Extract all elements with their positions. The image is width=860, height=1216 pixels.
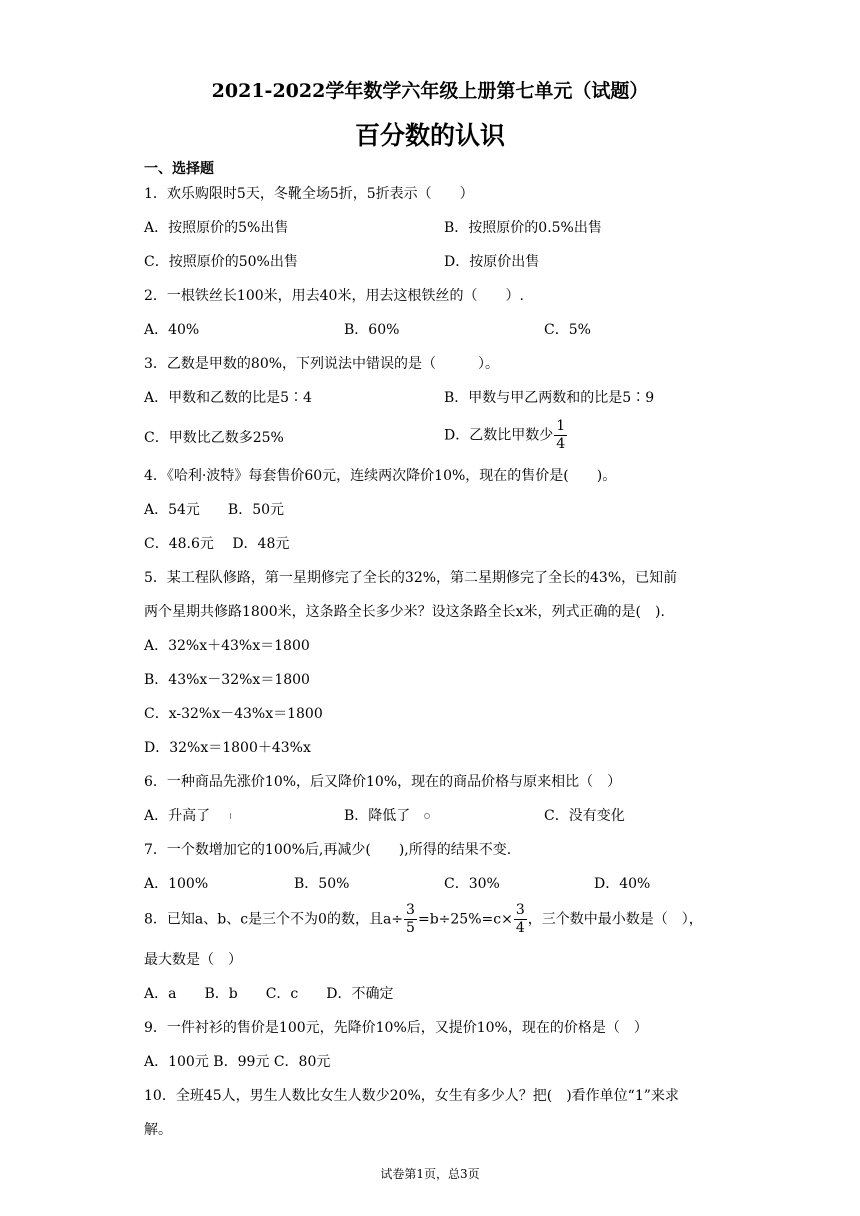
question-3-stem: 3．乙数是甲数的80%，下列说法中错误的是（ ）。	[144, 356, 500, 372]
question-6-option-b-text: B．降低了	[344, 808, 411, 824]
question-5-option-d: D．32%x＝1800＋43%x	[144, 740, 311, 756]
question-5-option-c: C．x-32%x－43%x＝1800	[144, 706, 323, 722]
question-5-option-a: A．32%x＋43%x＝1800	[144, 638, 310, 654]
question-8-stem	[144, 902, 703, 937]
question-7-stem: 7．一个数增加它的100%后,再减少( ),所得的结果不变.	[144, 842, 512, 858]
question-9-stem: 9．一件衬衫的售价是100元，先降价10%后，又提价10%，现在的价格是（ ）	[144, 1020, 648, 1036]
question-3-option-d	[444, 418, 568, 453]
question-3-option-b: B．甲数与甲乙两数和的比是5∶9	[444, 390, 655, 406]
question-7-option-d: D．40%	[594, 876, 651, 892]
section-heading: 一、选择题	[144, 161, 214, 177]
question-10-stem-line-2: 解。	[144, 1122, 172, 1138]
fraction-denominator: 4	[556, 436, 566, 452]
fraction	[514, 902, 527, 937]
question-3-option-d-text: D．乙数比甲数少	[444, 427, 554, 444]
question-7-option-c: C．30%	[444, 876, 500, 892]
question-8-text-3: ，三个数中最小数是（ ），	[527, 911, 703, 928]
stray-mark	[424, 813, 430, 819]
question-4-options-row-2: C．48.6元 D．48元	[144, 536, 290, 552]
question-2-stem: 2．一根铁丝长100米，用去40米，用去这根铁丝的（ ）.	[144, 288, 524, 304]
fraction-denominator: 4	[515, 920, 525, 936]
question-4-options-row-1: A．54元 B．50元	[144, 502, 285, 518]
question-1-stem: 1．欢乐购限时5天，冬靴全场5折，5折表示（ ）	[144, 186, 474, 202]
fraction	[404, 902, 417, 937]
question-3-option-a: A．甲数和乙数的比是5∶4	[144, 390, 312, 406]
document-title: 2021-2022学年数学六年级上册第七单元（试题）	[211, 80, 649, 102]
question-8-text-1: 8．已知a、b、c是三个不为0的数，且a÷	[144, 911, 404, 928]
question-4-stem: 4．《哈利·波特》每套售价60元，连续两次降价10%，现在的售价是( )。	[144, 468, 617, 484]
fraction-numerator: 1	[556, 418, 566, 434]
question-2-option-c: C．5%	[544, 322, 591, 338]
question-1-option-a: A．按照原价的5%出售	[144, 220, 289, 236]
question-1-option-b: B．按照原价的0.5%出售	[444, 220, 602, 236]
question-7-option-b: B．50%	[294, 876, 350, 892]
stray-mark	[230, 813, 234, 819]
question-2-option-b: B．60%	[344, 322, 400, 338]
question-3-option-c: C．甲数比乙数多25%	[144, 430, 284, 446]
fraction-denominator: 5	[406, 920, 415, 936]
question-5-stem-line-2: 两个星期共修路1800米，这条路全长多少米？设这条路全长x米，列式正确的是( ).	[144, 604, 665, 620]
question-8-options: A．a B．b C．c D．不确定	[144, 986, 394, 1002]
fraction-numerator: 3	[515, 902, 525, 918]
question-2-option-a: A．40%	[144, 322, 200, 338]
question-6-option-b	[344, 806, 430, 826]
question-1-option-d: D．按原价出售	[444, 254, 540, 270]
question-10-stem-line-1: 10．全班45人，男生人数比女生人数少20%，女生有多少人？把( )看作单位“1”来求	[144, 1088, 679, 1104]
question-1-option-c: C．按照原价的50%出售	[144, 254, 298, 270]
question-6-option-a	[144, 806, 234, 826]
page-footer: 试卷第1页，总3页	[380, 1167, 480, 1181]
question-6-option-c: C．没有变化	[544, 808, 625, 824]
question-9-options: A．100元 B．99元 C．80元	[144, 1054, 331, 1070]
question-8-text-2: =b÷25%=c×	[417, 911, 513, 928]
fraction	[554, 418, 567, 453]
question-5-stem-line-1: 5．某工程队修路，第一星期修完了全长的32%，第二星期修完了全长的43%，已知前	[144, 570, 678, 586]
question-6-option-a-text: A．升高了	[144, 808, 211, 824]
question-6-stem: 6．一种商品先涨价10%，后又降价10%，现在的商品价格与原来相比（ ）	[144, 774, 622, 790]
document-subtitle: 百分数的认识	[354, 121, 505, 150]
fraction-numerator: 3	[406, 902, 415, 918]
question-7-option-a: A．100%	[144, 876, 209, 892]
question-8-stem-line-2: 最大数是（ ）	[144, 952, 242, 968]
question-5-option-b: B．43%x－32%x＝1800	[144, 672, 310, 688]
